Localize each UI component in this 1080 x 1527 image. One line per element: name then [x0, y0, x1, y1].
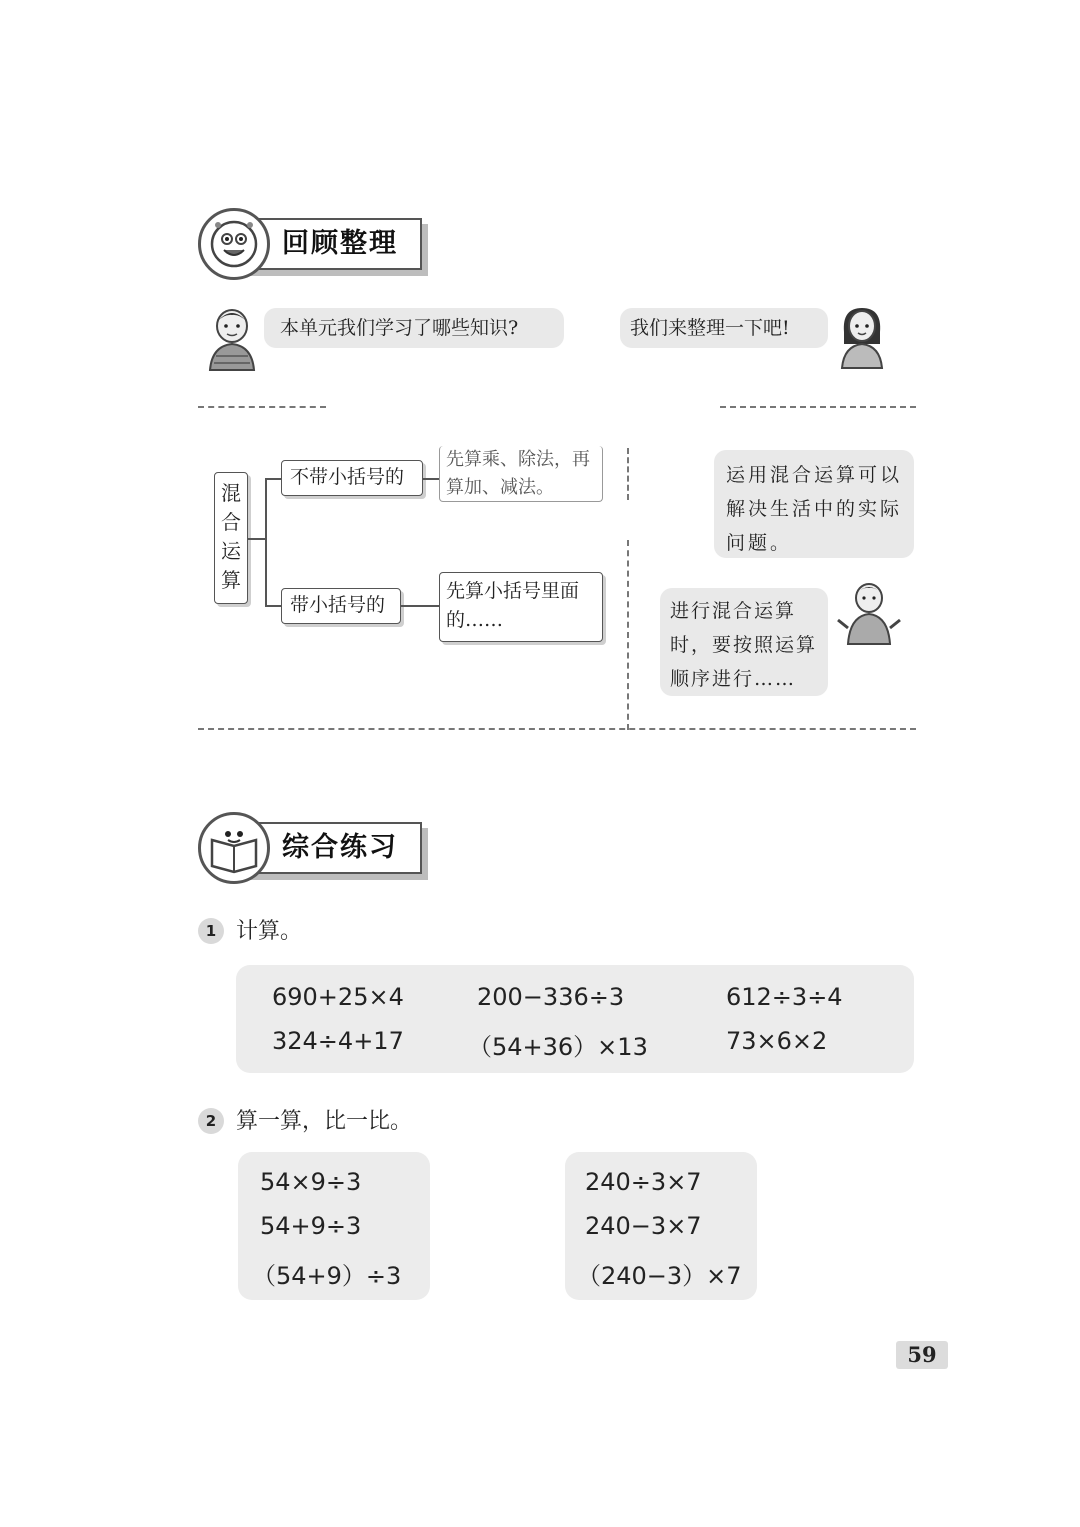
question-2-text: 算一算，比一比。 — [236, 1109, 413, 1134]
q2-group-2-panel — [565, 1152, 757, 1300]
boy-illustration-2 — [836, 580, 902, 646]
frame-top-left-dash — [198, 406, 326, 408]
expression: 324÷4+17 — [272, 1027, 404, 1055]
expression: 240÷3×7 — [585, 1168, 702, 1196]
expression: 54+9÷3 — [260, 1212, 362, 1240]
expression: 240−3×7 — [585, 1212, 702, 1240]
note-order-bubble — [660, 588, 828, 696]
question-1-text: 计算。 — [236, 919, 303, 944]
branch-no-brackets-label: 不带小括号的 — [290, 466, 405, 488]
question-number: 1 — [198, 918, 224, 944]
concept-root-text: 混合运算 — [221, 481, 241, 592]
rule-no-brackets-text: 先算乘、除法，再算加、减法。 — [446, 449, 590, 498]
map-connector — [265, 478, 267, 606]
frame-divider — [627, 540, 629, 730]
expression: （54+36）×13 — [468, 1033, 648, 1061]
branch-with-brackets — [281, 588, 401, 624]
note-real-problems-bubble — [714, 450, 914, 558]
rule-with-brackets — [439, 572, 603, 642]
expression: 200−336÷3 — [477, 983, 625, 1011]
q1-expression-panel — [236, 965, 914, 1073]
map-connector — [248, 538, 266, 540]
expression: 73×6×2 — [726, 1027, 828, 1055]
rule-with-brackets-text: 先算小括号里面的…… — [446, 580, 580, 631]
section-title: 回顾整理 — [238, 218, 422, 270]
expression: 612÷3÷4 — [726, 983, 843, 1011]
branch-with-brackets-label: 带小括号的 — [290, 594, 386, 616]
girl-illustration — [834, 304, 890, 370]
page-number: 59 — [896, 1341, 948, 1369]
q2-group-1-panel — [238, 1152, 430, 1300]
book-icon — [198, 812, 270, 884]
expression: （240−3）×7 — [577, 1262, 742, 1290]
map-connector — [423, 478, 439, 480]
frame-divider-top — [627, 448, 629, 500]
boy-speech-bubble — [264, 308, 564, 348]
expression: 54×9÷3 — [260, 1168, 362, 1196]
map-connector — [265, 605, 281, 607]
expression: 690+25×4 — [272, 983, 404, 1011]
frame-bottom-dash — [198, 728, 916, 730]
smiley-clock-icon — [198, 208, 270, 280]
note-order-text: 进行混合运算时，要按照运算顺序进行…… — [670, 600, 818, 690]
map-connector — [401, 605, 439, 607]
note-real-problems-text: 运用混合运算可以解决生活中的实际问题。 — [726, 464, 903, 554]
expression: （54+9）÷3 — [252, 1262, 402, 1290]
review-section-header — [198, 208, 428, 284]
branch-no-brackets — [281, 460, 423, 496]
frame-top-right-dash — [720, 406, 916, 408]
boy-illustration — [202, 306, 262, 372]
question-number: 2 — [198, 1108, 224, 1134]
practice-section-header — [198, 812, 438, 888]
rule-no-brackets — [439, 446, 603, 502]
girl-reply-text: 我们来整理一下吧! — [630, 317, 790, 339]
girl-speech-bubble — [620, 308, 828, 348]
boy-question-text: 本单元我们学习了哪些知识? — [280, 317, 519, 339]
section-title: 综合练习 — [238, 822, 422, 874]
map-connector — [265, 478, 281, 480]
concept-root — [214, 472, 248, 604]
